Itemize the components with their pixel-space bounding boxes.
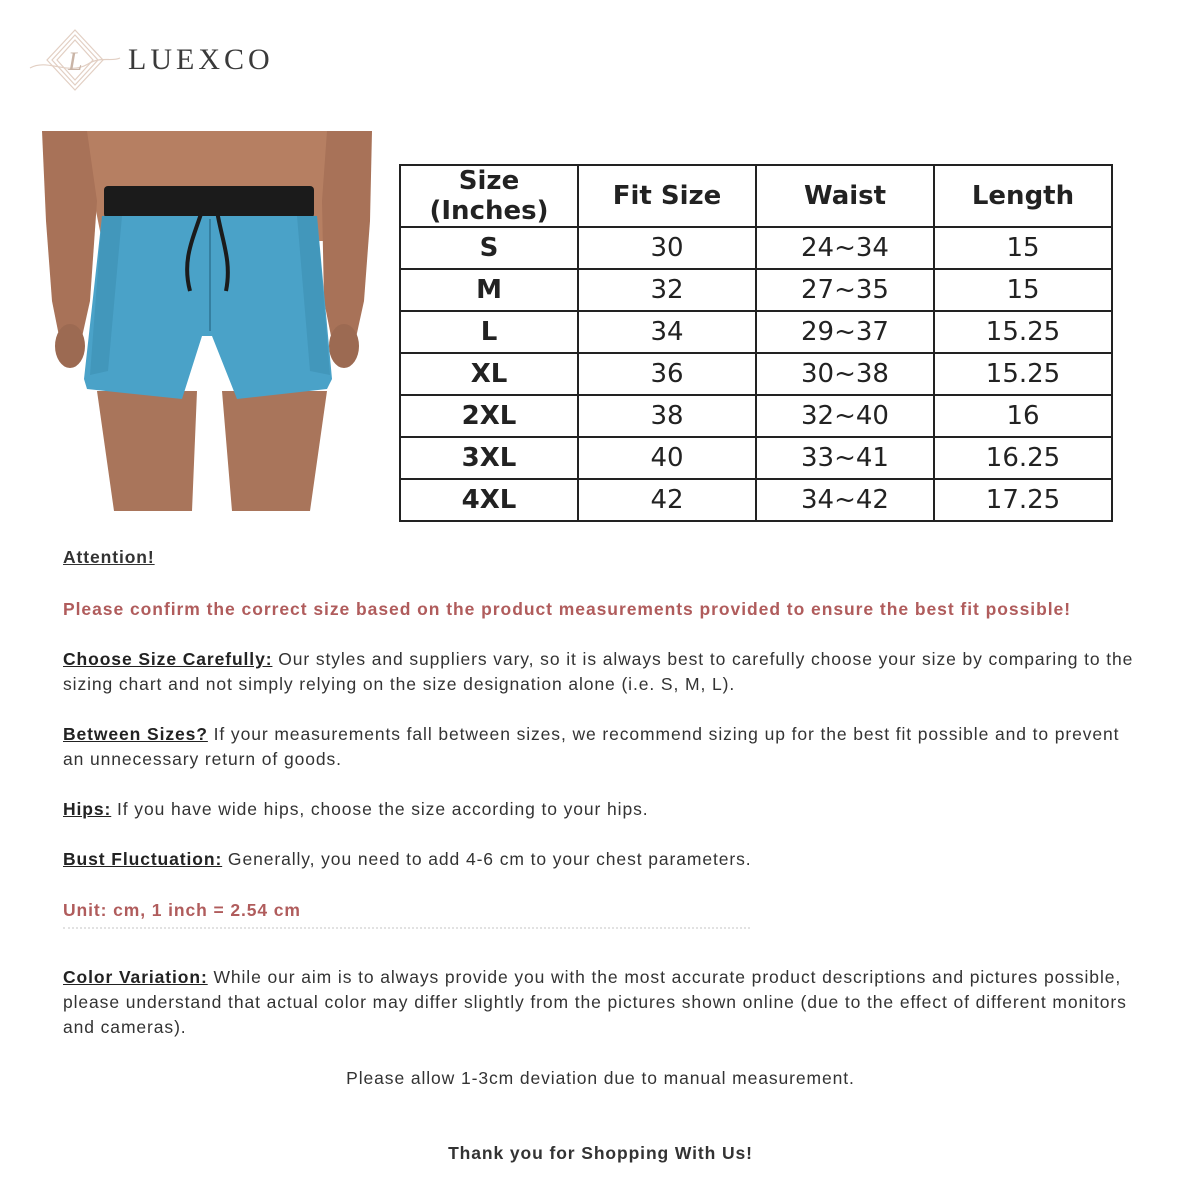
table-row (400, 437, 1112, 479)
length-cell: 16.25 (934, 437, 1112, 479)
table-row (400, 227, 1112, 269)
header-waist: Waist (756, 165, 934, 227)
length-cell: 15.25 (934, 353, 1112, 395)
table-row (400, 395, 1112, 437)
length-cell: 15 (934, 227, 1112, 269)
bust-label: Bust Fluctuation: (63, 849, 223, 869)
table-row (400, 479, 1112, 521)
color-variation-label: Color Variation: (63, 967, 208, 987)
header-fit-size: Fit Size (578, 165, 756, 227)
svg-text:L: L (68, 47, 83, 76)
waist-cell: 24~34 (756, 227, 934, 269)
product-photo (42, 131, 372, 511)
hips-note (63, 797, 1138, 822)
size-chart-table (399, 164, 1113, 522)
size-notes (63, 545, 1138, 1166)
bust-text: Generally, you need to add 4-6 cm to your chest parameters. (222, 849, 752, 869)
thank-you-message: Thank you for Shopping With Us! (448, 1143, 753, 1163)
waist-cell: 27~35 (756, 269, 934, 311)
length-cell: 15 (934, 269, 1112, 311)
unit-note: Unit: cm, 1 inch = 2.54 cm (63, 900, 301, 920)
length-cell: 16 (934, 395, 1112, 437)
brand-name: LUEXCO (128, 43, 274, 76)
waist-cell: 34~42 (756, 479, 934, 521)
size-cell: 4XL (400, 479, 578, 521)
length-cell: 15.25 (934, 311, 1112, 353)
size-cell: S (400, 227, 578, 269)
confirm-size-notice: Please confirm the correct size based on the product measurements provided to ensure the best fit possible! (63, 599, 1071, 619)
choose-size-text: Our styles and suppliers vary, so it is always best to carefully choose your size by comparing to the sizing chart and not simply relying on the size designation alone (i.e. S, M, L). (63, 649, 1134, 694)
fit-size-cell: 36 (578, 353, 756, 395)
waist-cell: 33~41 (756, 437, 934, 479)
waist-cell: 32~40 (756, 395, 934, 437)
fit-size-cell: 40 (578, 437, 756, 479)
size-cell: XL (400, 353, 578, 395)
waist-cell: 30~38 (756, 353, 934, 395)
waist-cell: 29~37 (756, 311, 934, 353)
fit-size-cell: 30 (578, 227, 756, 269)
table-row (400, 269, 1112, 311)
attention-heading: Attention! (63, 547, 155, 567)
fit-size-cell: 38 (578, 395, 756, 437)
header-size: Size (Inches) (400, 165, 578, 227)
logo-emblem-icon (28, 28, 122, 92)
brand-logo (28, 28, 274, 92)
between-sizes-text: If your measurements fall between sizes, we recommend sizing up for the best fit possible and to prevent an unnecessary return of goods. (63, 724, 1120, 769)
size-cell: M (400, 269, 578, 311)
hips-text: If you have wide hips, choose the size according to your hips. (111, 799, 649, 819)
size-cell: 3XL (400, 437, 578, 479)
color-variation-note (63, 965, 1138, 1040)
deviation-note: Please allow 1-3cm deviation due to manual measurement. (346, 1068, 855, 1088)
bust-note (63, 847, 1138, 872)
length-cell: 17.25 (934, 479, 1112, 521)
table-row (400, 353, 1112, 395)
fit-size-cell: 34 (578, 311, 756, 353)
header-length: Length (934, 165, 1112, 227)
color-variation-text: While our aim is to always provide you with the most accurate product descriptions and pictures possible, please understand that actual color may differ slightly from the pictures shown online (due to the effect of different monitors and cameras). (63, 967, 1127, 1037)
fit-size-cell: 42 (578, 479, 756, 521)
hips-label: Hips: (63, 799, 112, 819)
fit-size-cell: 32 (578, 269, 756, 311)
choose-size-label: Choose Size Carefully: (63, 649, 273, 669)
between-sizes-note (63, 722, 1138, 772)
table-header-row (400, 165, 1112, 227)
size-cell: L (400, 311, 578, 353)
between-sizes-label: Between Sizes? (63, 724, 208, 744)
size-cell: 2XL (400, 395, 578, 437)
table-row (400, 311, 1112, 353)
choose-size-note (63, 647, 1138, 697)
